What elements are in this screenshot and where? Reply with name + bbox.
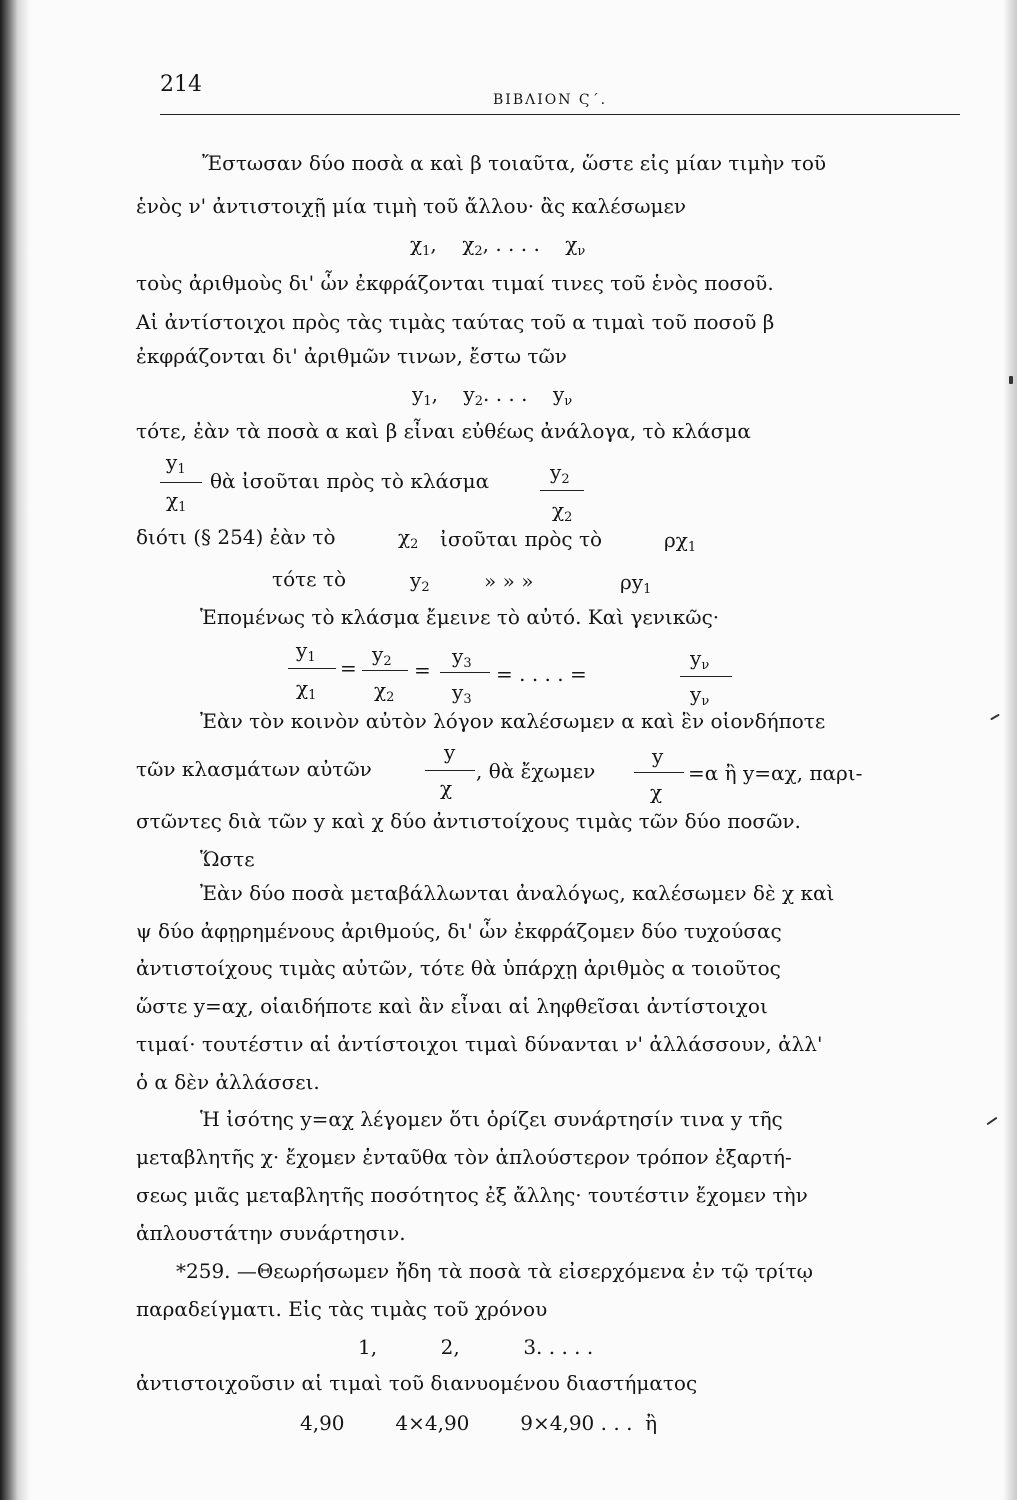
text-line: παραδείγματι. Εἰς τὰς τιμὰς τοῦ χρόνου bbox=[136, 1297, 548, 1321]
subscript: ν bbox=[701, 694, 710, 709]
frac-num bbox=[372, 642, 392, 669]
equals-sign: = bbox=[340, 656, 357, 680]
series-y-tail: . . . . bbox=[482, 382, 528, 406]
text-line: =α ἢ y=αχ, παρι- bbox=[688, 761, 863, 785]
var-y: y bbox=[631, 570, 644, 594]
subscript: ν bbox=[701, 658, 710, 673]
text-line: Ἐὰν τὸν κοινὸν αὐτὸν λόγον καλέσωμεν α καὶ ἓν οἱονδήποτε bbox=[200, 709, 826, 733]
var-x: χ bbox=[374, 678, 387, 702]
text-line: ψ δύο ἀφῃρημένους ἀριθμούς, δι' ὧν ἐκφράζομεν δύο τυχούσας bbox=[136, 919, 782, 943]
frac-den: χ bbox=[650, 780, 663, 804]
text-line: Ἑπομένως τὸ κλάσμα ἔμεινε τὸ αὐτό. Καὶ γενικῶς· bbox=[200, 605, 720, 629]
series-x-term: χ bbox=[565, 232, 578, 256]
subscript: 1 bbox=[643, 582, 652, 597]
fraction-bar bbox=[540, 490, 584, 491]
text-line: ἀντιστοιχοῦσιν αἱ τιμαὶ τοῦ διανυομένου διαστήματος bbox=[136, 1371, 698, 1395]
text-line: ἑνὸς ν' ἀντιστοιχῇ μία τιμὴ τοῦ ἄλλου· ἂς καλέσωμεν bbox=[136, 194, 687, 218]
subscript: 2 bbox=[564, 510, 573, 525]
var-x: χ bbox=[675, 528, 688, 552]
fraction-bar bbox=[288, 668, 336, 669]
var-x: χ bbox=[552, 498, 565, 522]
frac-num bbox=[690, 646, 709, 673]
subscript: 2 bbox=[386, 690, 395, 705]
rho: ρ bbox=[664, 528, 676, 552]
subscript: 2 bbox=[410, 537, 419, 552]
frac-num: y bbox=[652, 744, 664, 768]
subscript: 1 bbox=[422, 244, 431, 259]
text-line: Ἔστωσαν δύο ποσὰ α καὶ β τοιαῦτα, ὥστε εἰς μίαν τιμὴν τοῦ bbox=[202, 151, 827, 175]
frac-num bbox=[166, 450, 186, 477]
text-line: ἁπλουστάτην συνάρτησιν. bbox=[136, 1221, 406, 1245]
ditto-marks: » » » bbox=[484, 569, 534, 593]
text-line: τιμαί· τουτέστιν αἱ ἀντίστοιχοι τιμαὶ δύνανται ν' ἀλλάσσουν, ἀλλ' bbox=[136, 1032, 823, 1056]
text-line: θὰ ἰσοῦται πρὸς τὸ κλάσμα bbox=[210, 469, 490, 493]
text-line: Ἐὰν δύο ποσὰ μεταβάλλωνται ἀναλόγως, καλέσωμεν δὲ χ καὶ bbox=[200, 881, 835, 905]
math-term bbox=[664, 528, 696, 555]
text-line: σεως μιᾶς μεταβλητῆς ποσότητος ἐξ ἄλλης· τουτέστιν ἔχομεν τὴν bbox=[136, 1183, 808, 1207]
fraction-bar bbox=[425, 770, 475, 771]
var-x: χ bbox=[398, 525, 411, 549]
equals-sign: = bbox=[414, 658, 431, 682]
subscript: 1 bbox=[307, 650, 316, 665]
frac-den: χ bbox=[440, 776, 453, 800]
frac-num bbox=[550, 460, 570, 487]
var-y: y bbox=[550, 460, 562, 484]
text-line: στῶντες διὰ τῶν y καὶ χ δύο ἀντιστοίχους τιμὰς τῶν δύο ποσῶν. bbox=[136, 809, 801, 833]
subscript: 2 bbox=[421, 580, 430, 595]
header-rule bbox=[160, 114, 960, 115]
var-y: y bbox=[690, 646, 702, 670]
frac-den bbox=[296, 676, 316, 703]
text-line: Ἡ ἰσότης y=αχ λέγομεν ὅτι ὁρίζει συνάρτησίν τινα y τῆς bbox=[200, 1107, 783, 1131]
text-line: ἀντιστοίχους τιμὰς αὐτῶν, τότε θὰ ὑπάρχῃ ἀριθμὸς α τοιοῦτος bbox=[136, 956, 781, 980]
series-x: $\chi_1$, $\chi_2$, . . . . $\chi_\nu$ bbox=[410, 232, 586, 259]
series-x-term: χ bbox=[410, 232, 423, 256]
var-y: y bbox=[410, 568, 422, 592]
subscript: 2 bbox=[561, 472, 570, 487]
var-y: y bbox=[372, 642, 384, 666]
math-term bbox=[410, 568, 430, 595]
text-line: ἰσοῦται πρὸς τὸ bbox=[440, 527, 603, 551]
subscript: 1 bbox=[178, 500, 187, 515]
var-x: χ bbox=[166, 488, 179, 512]
series-y-term: y bbox=[412, 382, 424, 406]
text-line: τοὺς ἀριθμοὺς δι' ὧν ἐκφράζονται τιμαί τινες τοῦ ἑνὸς ποσοῦ. bbox=[136, 271, 774, 295]
var-y: y bbox=[296, 638, 308, 662]
distance-values: 4,90 4×4,90 9×4,90 . . . ἢ bbox=[300, 1411, 658, 1435]
subscript: 1 bbox=[423, 394, 432, 409]
margin-mark bbox=[990, 714, 1000, 721]
series-y: $y_1$, $y_2$. . . . $y_\nu$ bbox=[412, 382, 573, 409]
subscript: ν bbox=[577, 244, 586, 259]
var-x: χ bbox=[296, 676, 309, 700]
frac-den bbox=[690, 682, 709, 709]
text-line: ὁ α δὲν ἀλλάσσει. bbox=[136, 1070, 320, 1094]
page-number: 214 bbox=[160, 72, 202, 97]
subscript: 1 bbox=[687, 540, 697, 555]
math-term bbox=[398, 525, 418, 552]
frac-num bbox=[452, 644, 472, 671]
text-line: μεταβλητῆς χ· ἔχομεν ἐνταῦθα τὸν ἁπλούστερον τρόπον ἐξαρτή- bbox=[136, 1145, 792, 1169]
subscript: ν bbox=[564, 394, 573, 409]
fraction-bar bbox=[160, 482, 202, 483]
margin-mark bbox=[1009, 376, 1013, 384]
fraction-bar bbox=[634, 772, 684, 773]
text-line: τότε τὸ bbox=[272, 567, 346, 591]
math-term bbox=[620, 570, 651, 597]
text-line: , θὰ ἔχωμεν bbox=[476, 759, 596, 783]
page-edge bbox=[1003, 0, 1017, 1500]
fraction-bar bbox=[680, 676, 732, 677]
binding-shadow bbox=[0, 0, 30, 1500]
running-title: ΒΙΒΛΙΟΝ Ϛ΄. bbox=[493, 92, 608, 108]
frac-num bbox=[296, 638, 316, 665]
series-y-term: y bbox=[552, 382, 565, 406]
rho: ρ bbox=[620, 570, 632, 594]
frac-den bbox=[166, 488, 186, 515]
frac-den bbox=[374, 678, 394, 705]
text-line: ἐκφράζονται δι' ἀριθμῶν τινων, ἔστω τῶν bbox=[136, 344, 567, 368]
var-y: y bbox=[452, 644, 464, 668]
section-259-line: *259. —Θεωρήσωμεν ἤδη τὰ ποσὰ τὰ εἰσερχόμενα ἐν τῷ τρίτῳ bbox=[176, 1259, 813, 1283]
subscript: 2 bbox=[474, 394, 483, 409]
text-line: διότι (§ 254) ἐὰν τὸ bbox=[136, 525, 336, 549]
text-line: τῶν κλασμάτων αὐτῶν bbox=[136, 757, 372, 781]
frac-num: y bbox=[444, 740, 456, 764]
text-line: Ὥστε bbox=[200, 847, 255, 871]
frac-den bbox=[452, 680, 472, 707]
subscript: 1 bbox=[308, 688, 317, 703]
text-line: Αἱ ἀντίστοιχοι πρὸς τὰς τιμὰς ταύτας τοῦ α τιμαὶ τοῦ ποσοῦ β bbox=[136, 310, 775, 334]
text-line: ὥστε y=αχ, οἱαιδήποτε καὶ ἂν εἶναι αἱ ληφθεῖσαι ἀντίστοιχοι bbox=[136, 994, 768, 1018]
series-y-term: y bbox=[463, 382, 475, 406]
series-x-term: χ bbox=[462, 232, 475, 256]
subscript: 1 bbox=[177, 462, 186, 477]
fraction-bar bbox=[440, 672, 490, 673]
var-y: y bbox=[690, 682, 702, 706]
series-x-tail: , . . . . bbox=[482, 232, 540, 256]
equals-dots: = . . . . = bbox=[496, 662, 587, 686]
frac-den bbox=[552, 498, 572, 525]
var-y: y bbox=[452, 680, 464, 704]
fraction-bar bbox=[362, 670, 408, 671]
subscript: 2 bbox=[474, 244, 483, 259]
margin-mark bbox=[987, 1117, 998, 1126]
subscript: 3 bbox=[463, 692, 472, 707]
text-line: τότε, ἐὰν τὰ ποσὰ α καὶ β εἶναι εὐθέως ἀνάλογα, τὸ κλάσμα bbox=[136, 419, 751, 443]
subscript: 3 bbox=[463, 656, 472, 671]
time-values: 1, 2, 3. . . . . bbox=[358, 1335, 594, 1359]
var-y: y bbox=[166, 450, 178, 474]
subscript: 2 bbox=[383, 654, 392, 669]
